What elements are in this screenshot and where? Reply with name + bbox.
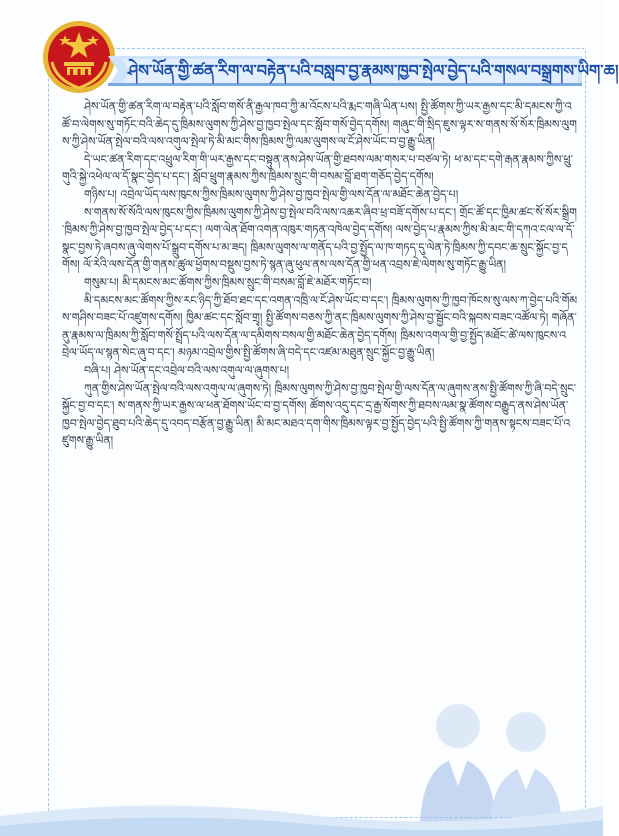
paragraph-5: ཀུན་གྱིས་ཤེས་ཡོན་སྤེལ་བའི་ལས་འགུལ་ལ་ཞུགས་ཏེ། ཁྲིམས་ལུགས་ཀྱི་ཤེས་བྱ་ཁྱབ་སྤེལ་གྱི་ལས་དོན་ལ་ཞུགས་ནས་སྤྱི་ཚོགས་ཀྱི་ཞི་བདེ་སྲུང་སྐྱོང་བྱ་བ་དང་། ས་གནས་ཀྱི་ཡར་རྒྱས་ལ་ཕན་ཐོགས་ཡོང་བ་བྱ་དགོས། ཚོགས་འདུ་དང་དྲ་རྒྱ་སོགས་ཀྱི་ཐབས་ལམ་སྣ་ཚོགས་བརྒྱུད་ནས་ཤེས་ཡོན་ཁྱབ་སྤེལ་བྱེད་ཐུབ་པའི་ཆེད་དུ་འབད་བརྩོན་བྱ་རྒྱུ་ཡིན། མི་མང་མཐའ་དག་གིས་ཁྲིམས་ལྟར་བྱ་སྤྱོད་བྱེད་པའི་སྤྱི་ཚོགས་ཀྱི་གནས་སྟངས་བཟང་པོ་འཛུགས་རྒྱུ་ཡིན། (62, 381, 577, 448)
section-heading-4: བཞི་པ། ཤེས་ཡོན་དང་འབྲེལ་བའི་ལས་འགུལ་ལ་ཞུགས་པ། (84, 363, 290, 377)
paragraph-3: ས་གནས་སོ་སོའི་ལས་ཁུངས་ཀྱིས་ཁྲིམས་ལུགས་ཀྱི་ཤེས་བྱ་སྤེལ་བའི་ལས་འཆར་ཞིབ་ཕྲ་བཟོ་དགོས་པ་དང་། གྲོང་ཚོ་དང་ཁྱིམ་ཚང་སོ་སོར་སྒྲིག་ཁྲིམས་ཀྱི་ཤེས་བྱ་ཁྱབ་སྤེལ་བྱེད་པ་དང་། ལག་ལེན་ཐོག་འགན་འཁུར་གཏན་འཁེལ་བྱེད་དགོས། ལས་བྱེད་པ་རྣམས་ཀྱིས་མི་མང་གི་དཀའ་ངལ་ལ་དོ་སྣང་བྱས་ཏེ་ཞབས་ཞུ་ལེགས་པོ་སྒྲུབ་དགོས་པ་མ་ཟད། ཁྲིམས་ལུགས་ལ་གནོད་པའི་བྱ་སྤྱོད་ལ་ཁ་གཏད་དུ་ལེན་ཏེ་ཁྲིམས་ཀྱི་དབང་ཆ་སྲུང་སྐྱོང་བྱ་དགོས། ལོ་རེའི་ལས་དོན་གྱི་གནས་ཚུལ་ཕྱོགས་བསྡུས་བྱས་ཏེ་སྙན་ཞུ་ཕུལ་ནས་ལས་དོན་གྱི་ཕན་འབྲས་ཇེ་ལེགས་སུ་གཏོང་རྒྱུ་ཡིན། (62, 205, 577, 272)
paragraph-2: དེ་ཡང་ཚན་རིག་དང་འཕྲུལ་རིག་གི་ཡར་རྒྱས་དང་བསྟུན་ནས་ཤེས་ཡོན་གྱི་ཐབས་ལམ་གསར་པ་བཙལ་ཏེ། ཕ་མ་དང་དགེ་རྒན་རྣམས་ཀྱིས་ཕྲུ་གུའི་སྐྱེ་འཕེལ་ལ་དོ་སྣང་བྱེད་པ་དང་། སློབ་ཕྲུག་རྣམས་ཀྱིས་ཁྲིམས་སྲུང་གི་བསམ་བློ་ཐག་གཅོད་བྱེད་དགོས། (62, 152, 573, 184)
section-heading-3: གསུམ་པ། མི་དམངས་མང་ཚོགས་ཀྱིས་ཁྲིམས་སྲུང་གི་བསམ་བློ་ཇེ་མཐོར་གཏོང་བ། (84, 275, 372, 289)
paragraph-1: ཤེས་ཡོན་གྱི་ཚན་རིག་ལ་བརྟེན་པའི་སློབ་གསོ་ནི་རྒྱལ་ཁབ་ཀྱི་མ་འོངས་པའི་རྨང་གཞི་ཡིན་པས། སྤྱི་ཚོགས་ཀྱི་ཡར་རྒྱས་དང་མི་དམངས་ཀྱི་འཚོ་བ་ལེགས་སུ་གཏོང་བའི་ཆེད་དུ་ཁྲིམས་ལུགས་ཀྱི་ཤེས་བྱ་ཁྱབ་སྤེལ་དང་སློབ་གསོ་བྱེད་དགོས། གཞུང་གི་སྲིད་ཇུས་ལྟར་ས་གནས་སོ་སོར་ཁྲིམས་ལུགས་ཀྱི་ཤེས་ཡོན་སྤེལ་བའི་ལས་འགུལ་སྤེལ་ཏེ་མི་མང་གིས་ཁྲིམས་ཀྱི་ལམ་ལུགས་ལ་ངོ་ཤེས་ཡོང་བ་བྱ་རྒྱུ་ཡིན། (62, 100, 577, 149)
bottom-wave-decoration (0, 776, 603, 836)
page-title: ཤེས་ཡོན་གྱི་ཚན་རིག་ལ་བརྟེན་པའི་བསླབ་བྱ་རྣམས་ཁྱབ་སྤེལ་བྱེད་པའི་གསལ་བསྒྲགས་ཡིག་ཆ། (128, 61, 619, 80)
paragraph-4: མི་དམངས་མང་ཚོགས་ཀྱིས་རང་ཉིད་ཀྱི་ཐོབ་ཐང་དང་འགན་འཁྲི་ལ་ངོ་ཤེས་ཡོང་བ་དང་། ཁྲིམས་ལུགས་ཀྱི་ཁྱབ་ཁོངས་སུ་ལས་ཀ་བྱེད་པའི་གོམས་གཤིས་བཟང་པོ་འཛུགས་དགོས། ཁྱིམ་ཚང་དང་སློབ་གྲྭ། སྤྱི་ཚོགས་བཅས་ཀྱི་ནང་ཁྲིམས་ལུགས་ཀྱི་ཤེས་བྱ་སྦྱོང་བའི་སྐབས་བཟང་འཚོལ་ཏེ། གཞོན་ནུ་རྣམས་ལ་ཁྲིམས་ཀྱི་སློབ་གསོ་སྤྲོད་པའི་ལས་དོན་ལ་དམིགས་བསལ་གྱི་མཐོང་ཆེན་བྱེད་དགོས། ཁྲིམས་འགལ་གྱི་བྱ་སྤྱོད་མཐོང་ཚེ་ལས་ཁུངས་འབྲེལ་ཡོད་ལ་སྙན་སེང་ཞུ་བ་དང་། མཉམ་འབྲེལ་གྱིས་སྤྱི་ཚོགས་ཞི་བདེ་དང་འཛམ་མཐུན་སྲུང་སྐྱོང་བྱ་རྒྱུ་ཡིན། (62, 293, 578, 360)
national-emblem-icon (40, 18, 118, 96)
section-heading-2: གཉིས་པ། འབྲེལ་ཡོད་ལས་ཁུངས་ཀྱིས་ཁྲིམས་ལུགས་ཀྱི་ཤེས་བྱ་ཁྱབ་སྤེལ་གྱི་ལས་དོན་ལ་མཐོང་ཆེན་བྱེད་པ། (84, 187, 459, 201)
